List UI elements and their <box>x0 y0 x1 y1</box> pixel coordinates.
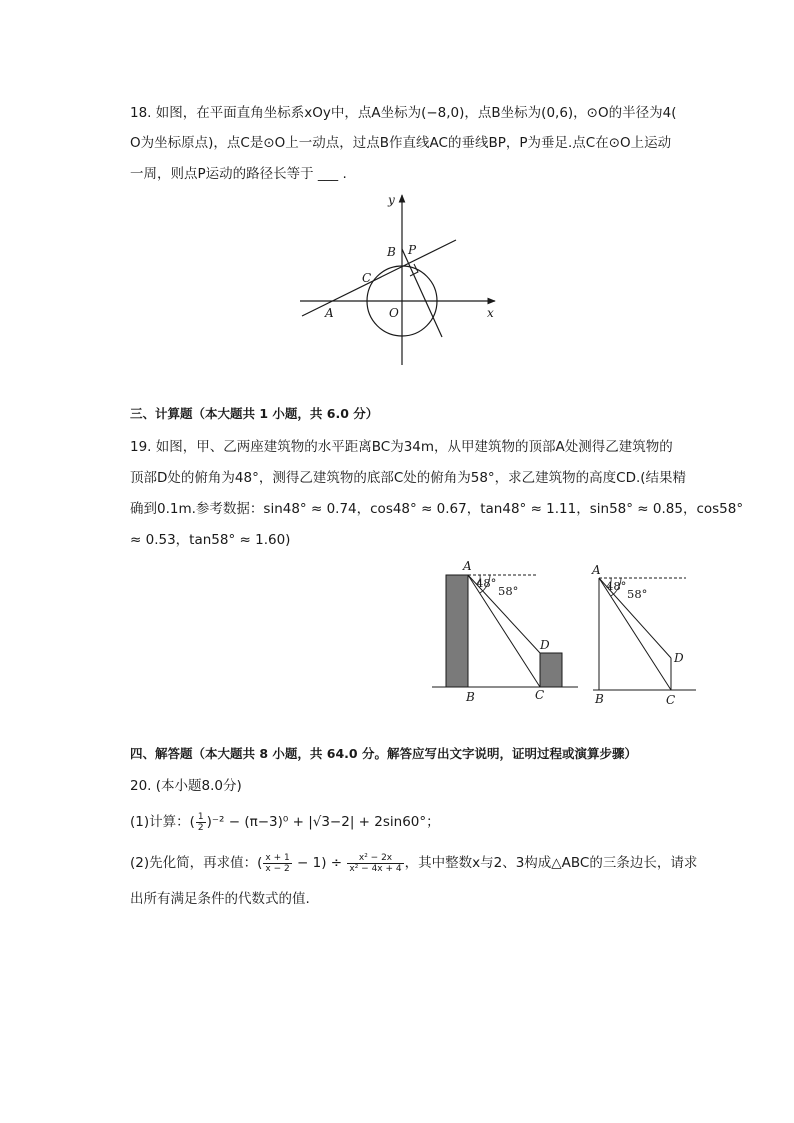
q20-p2-f1-num: x + 1 <box>265 852 290 863</box>
label-a-left: A <box>463 559 472 573</box>
label-b: B <box>387 245 396 259</box>
q20-part2-line2: 出所有满足条件的代数式的值. <box>130 891 310 907</box>
label-a: A <box>325 306 334 320</box>
q20-p2-fraction1 <box>263 853 291 874</box>
line-ac <box>302 240 456 316</box>
q20-p1-frac-den: 2 <box>197 822 204 833</box>
angle-48-right: 48° <box>606 579 627 593</box>
q18-line1: 18. 如图，在平面直角坐标系xOy中，点A坐标为(−8,0)，点B坐标为(0,6)，⊙O的半径为4( <box>130 105 677 121</box>
q20-header: 20. (本小题8.0分) <box>130 778 242 794</box>
q18-line3: 一周，则点P运动的路径长等于 ___ . <box>130 166 347 182</box>
q20-p2-fraction2 <box>347 853 403 874</box>
label-c-left: C <box>535 688 545 702</box>
q20-p2-f2-num: x² − 2x <box>347 853 403 864</box>
q19-line3: 确到0.1m.参考数据：sin48° ≈ 0.74，cos48° ≈ 0.67，tan48° ≈ 1.11，sin58° ≈ 0.85，cos58° <box>130 501 744 517</box>
q19-figure <box>428 558 698 708</box>
q19-line2: 顶部D处的俯角为48°，测得乙建筑物的底部C处的俯角为58°，求乙建筑物的高度CD.(结果精 <box>130 470 687 486</box>
angle-58-right: 58° <box>627 587 648 601</box>
q20-p2-f2-den: x² − 4x + 4 <box>349 863 402 874</box>
label-p: P <box>408 243 417 257</box>
angle-58-left: 58° <box>498 584 519 598</box>
q20-p2-prefix: (2)先化简，再求值：( <box>130 855 263 871</box>
label-a-right: A <box>592 563 601 577</box>
label-d-right: D <box>674 651 684 665</box>
label-o: O <box>389 306 399 320</box>
q20-p2-f1-den: x − 2 <box>265 863 290 874</box>
q20-part2 <box>130 850 698 876</box>
label-c: C <box>362 271 372 285</box>
q20-p1-rest: )⁻² − (π−3)⁰ + |√3−2| + 2sin60°； <box>206 814 440 830</box>
building-cd <box>540 653 562 687</box>
q20-p2-rest: ，其中整数x与2、3构成△ABC的三条边长，请求 <box>404 855 698 871</box>
label-x: x <box>487 306 494 320</box>
q20-p2-mid: − 1) ÷ <box>292 855 347 871</box>
q20-p1-prefix: (1)计算：( <box>130 814 195 830</box>
label-c-right: C <box>666 693 676 707</box>
section-3-heading: 三、计算题（本大题共 1 小题，共 6.0 分） <box>130 406 379 421</box>
label-y: y <box>388 193 395 207</box>
q18-figure <box>290 190 505 370</box>
q20-part1 <box>130 810 690 834</box>
q19-line1: 19. 如图，甲、乙两座建筑物的水平距离BC为34m，从甲建筑物的顶部A处测得乙建筑物的 <box>130 439 673 455</box>
label-d-left: D <box>540 638 550 652</box>
q18-line2: O为坐标原点)，点C是⊙O上一动点，过点B作直线AC的垂线BP，P为垂足.点C在⊙O上运动 <box>130 135 672 151</box>
label-b-right: B <box>595 692 604 706</box>
angle-48-left: 48° <box>476 576 497 590</box>
q19-line4: ≈ 0.53，tan58° ≈ 1.60) <box>130 532 291 548</box>
building-ab <box>446 575 468 687</box>
q20-p1-fraction <box>196 812 206 833</box>
section-4-heading: 四、解答题（本大题共 8 小题，共 64.0 分。解答应写出文字说明，证明过程或演算步骤） <box>130 746 637 761</box>
label-b-left: B <box>466 690 475 704</box>
q20-p1-frac-num: 1 <box>197 811 204 822</box>
